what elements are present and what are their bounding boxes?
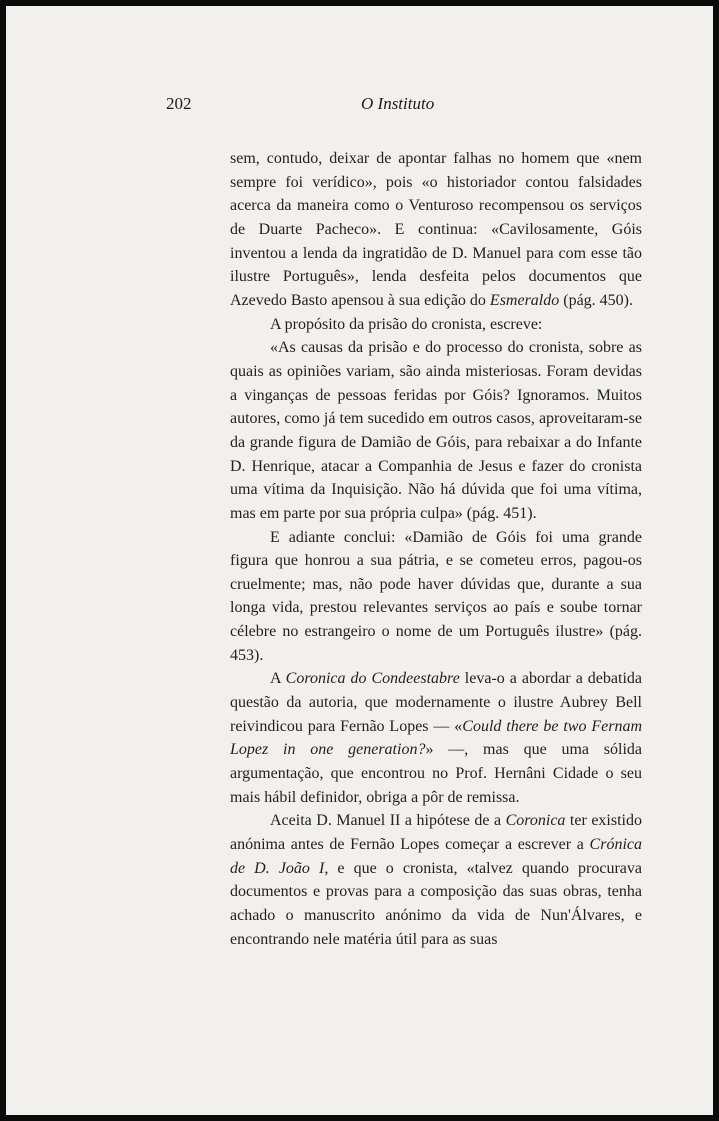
paragraph-6 xyxy=(230,809,642,951)
book-title-esmeraldo: Esmeraldo xyxy=(489,291,560,309)
paragraph-4 xyxy=(230,526,642,668)
book-title-coronica: Coronica xyxy=(505,812,566,830)
paragraph-2 xyxy=(230,313,642,337)
paragraph-5 xyxy=(230,667,642,809)
scan-border xyxy=(713,0,719,1121)
paragraph-1 xyxy=(230,147,642,313)
text-segment: » —, mas que uma sólida argumentação, que encontrou no Prof. Hernâni Cidade o seu mais hábil definidor, obriga a pôr de remissa. xyxy=(230,741,643,806)
text-segment: A propósito da prisão do cronista, escreve: xyxy=(270,315,543,333)
text-segment: ter existido anónima antes de Fernão Lopes começar a escrever a xyxy=(230,812,642,854)
book-title-coronica: Coronica do Condeestabre xyxy=(285,670,460,688)
page-number: 202 xyxy=(166,94,192,113)
paragraph-3 xyxy=(230,336,642,525)
book-page xyxy=(6,6,713,1115)
text-segment: E adiante conclui: «Damião de Góis foi uma grande figura que honrou a sua pátria, e se cometeu erros, pagou-os cruelmente; mas, não pode haver dúvidas que, durante a sua longa vida, prestou relevantes serviços ao país e soube tornar célebre no estrangeiro o nome de um Português ilustre» (pág. 453). xyxy=(230,528,642,664)
text-segment: sem, contudo, deixar de apontar falhas no homem que «nem sempre foi verídico», pois «o historiador contou falsidades acerca da maneira como o Venturoso recompensou os serviços de Duarte Pacheco». E continua: «Cavilosamente, Góis inventou a lenda da ingratidão de D. Manuel para com esse tão ilustre Português», lenda desfeita pelos documentos que Azevedo Basto apensou à sua edição do xyxy=(230,150,642,309)
text-segment: «As causas da prisão e do processo do cronista, sobre as quais as opiniões variam, são ainda misteriosas. Foram devidas a vinganças de pessoas feridas por Góis? Ignoramos. Muitos autores, como já tem sucedido em outros casos, aproveitaram-se da grande figura de Damião de Góis, para rebaixar a do Infante D. Henrique, atacar a Companhia de Jesus e fazer do cronista uma vítima da Inquisição. Não há dúvida que foi uma vítima, mas em parte por sua própria culpa» (pág. 451). xyxy=(230,339,642,522)
text-segment: (pág. 450). xyxy=(559,291,634,309)
page-header xyxy=(166,94,646,118)
text-segment: , e que o cronista, «talvez quando procurava documentos e provas para a composição das suas obras, tenha achado o manuscrito anónimo da vida de Nun'Álvares, e encontrando nele matéria útil para as suas xyxy=(230,859,642,948)
book-title-cronica-joao: Crónica de D. João I xyxy=(230,836,642,877)
body-text xyxy=(230,147,642,951)
text-segment: A xyxy=(270,670,286,688)
text-segment: Aceita D. Manuel II a hipótese de a xyxy=(270,812,506,830)
quoted-question: Could there be two Fernam Lopez in one generation? xyxy=(230,717,642,759)
running-title: O Instituto xyxy=(361,94,435,113)
text-segment: leva-o a abordar a debatida questão da autoria, que modernamente o ilustre Aubrey Bell reivindicou para Fernão Lopes — « xyxy=(230,670,643,735)
